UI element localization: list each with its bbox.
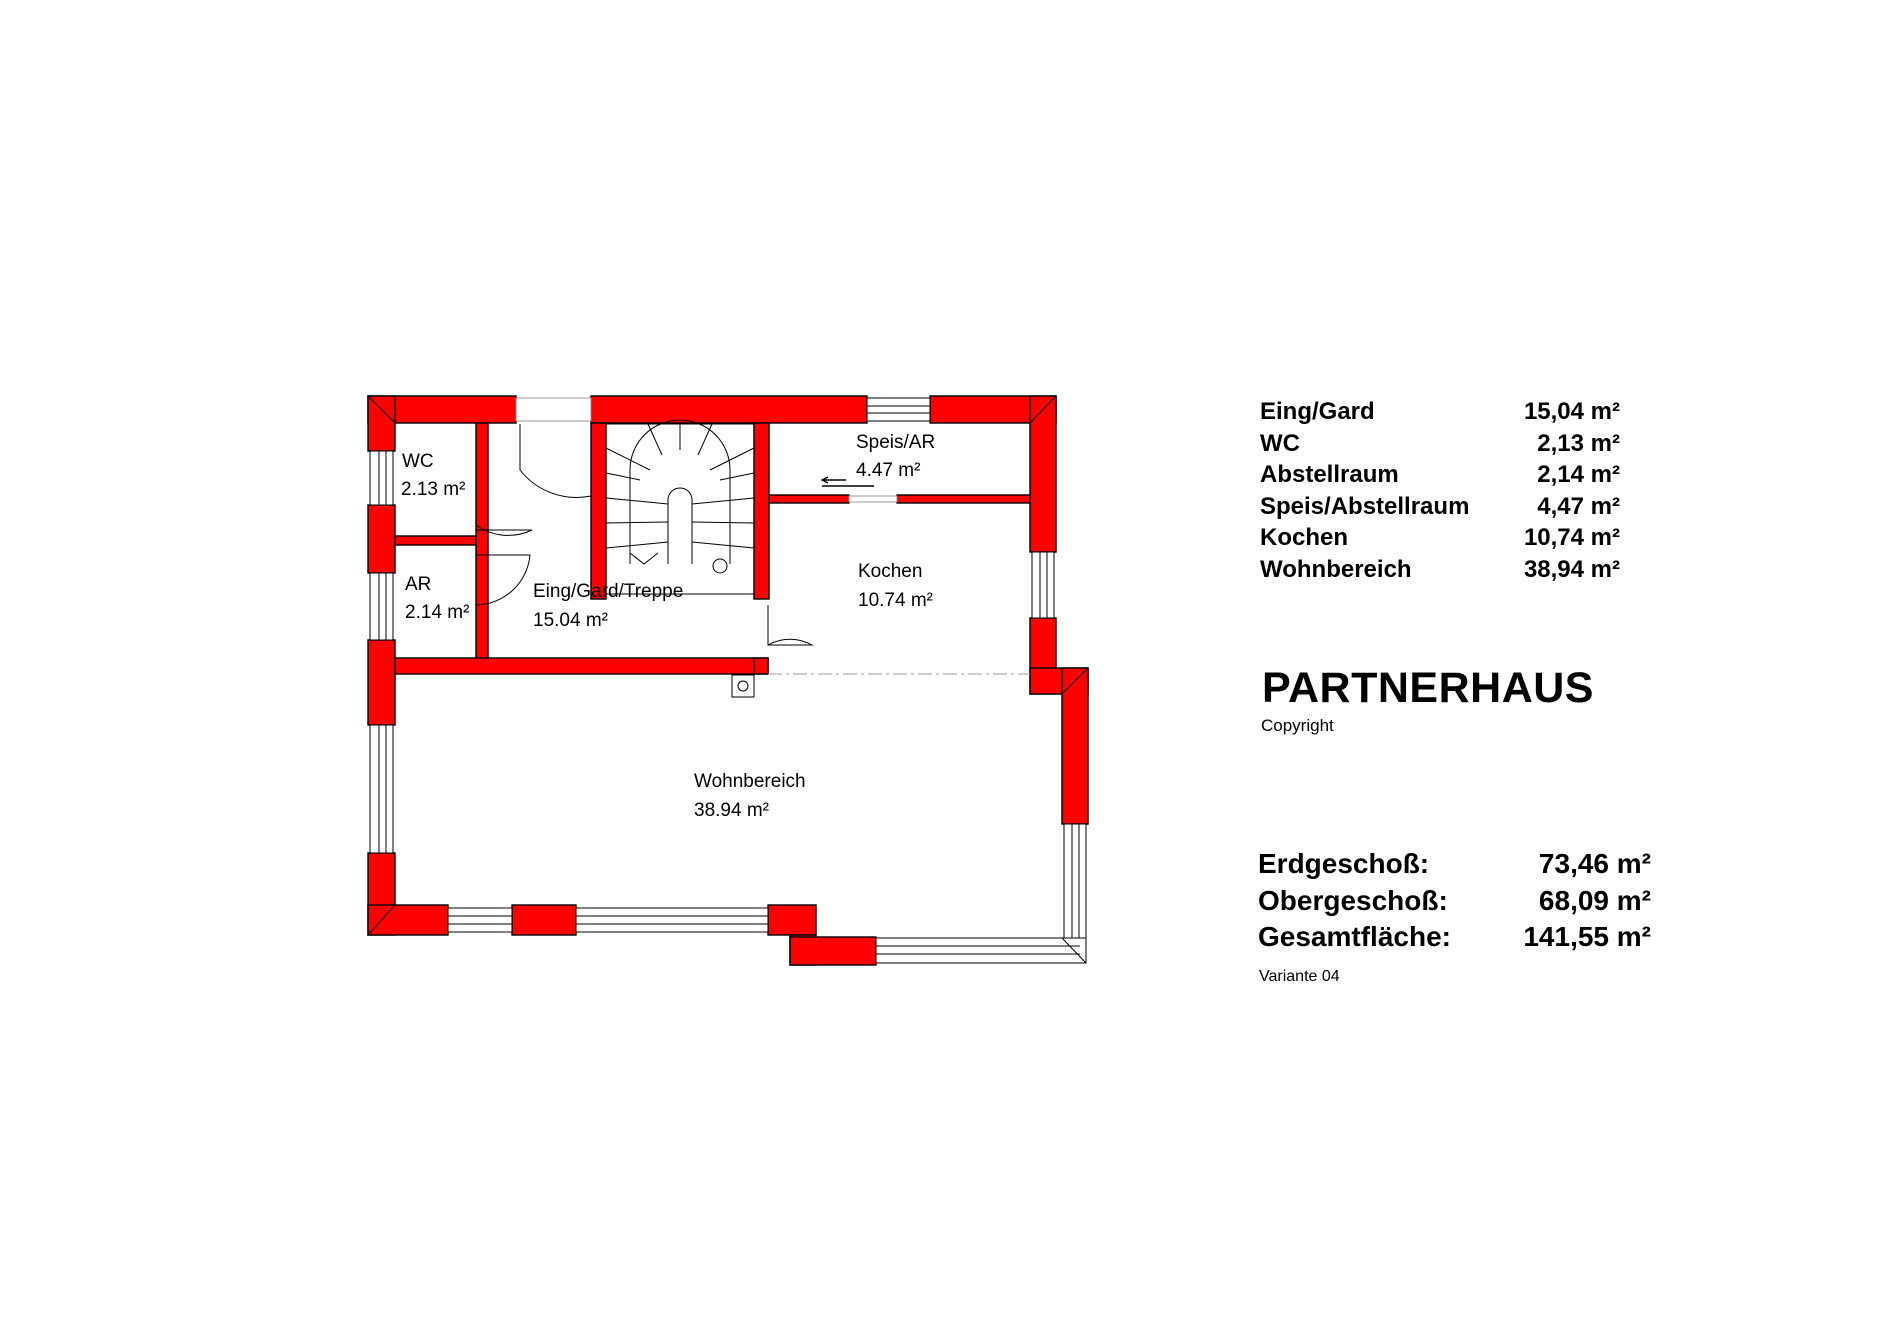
total-label: Gesamtfläche:	[1258, 921, 1451, 952]
area-list	[1260, 396, 1620, 586]
area-list-label: Kochen	[1260, 524, 1349, 552]
total-label: Obergeschoß:	[1258, 884, 1448, 916]
chimney	[732, 675, 754, 697]
area-list-label: Eing/Gard	[1260, 398, 1375, 425]
staircase	[606, 420, 754, 594]
room-name-kochen: Kochen	[858, 561, 923, 582]
area-list-value: 2,14 m²	[1537, 461, 1620, 489]
total-value: 73,46 m²	[1538, 848, 1651, 879]
room-name-eing: Eing/Gard/Treppe	[533, 581, 684, 602]
area-list-row	[1260, 522, 1620, 554]
area-list-label: WC	[1260, 429, 1300, 457]
room-area-ar: 2.14 m²	[405, 602, 470, 623]
room-area-wohn: 38.94 m²	[694, 800, 769, 821]
area-list-row	[1260, 554, 1620, 586]
area-list-label: Wohnbereich	[1260, 555, 1412, 583]
house-title: PARTNERHAUS	[1262, 664, 1594, 712]
total-value: 141,55 m²	[1523, 921, 1651, 952]
room-name-ar: AR	[405, 574, 432, 595]
area-totals	[1258, 846, 1651, 956]
total-row	[1258, 919, 1651, 956]
area-list-value: 4,47 m²	[1537, 492, 1620, 520]
room-area-kochen: 10.74 m²	[858, 590, 933, 611]
area-list-value: 10,74 m²	[1523, 524, 1620, 552]
area-list-value: 2,13 m²	[1537, 429, 1620, 457]
area-list-label: Speis/Abstellraum	[1260, 492, 1470, 520]
room-area-speis: 4.47 m²	[856, 460, 921, 481]
area-list-label: Abstellraum	[1260, 461, 1399, 489]
area-list-row	[1260, 491, 1620, 523]
total-row	[1258, 883, 1651, 920]
room-name-speis: Speis/AR	[856, 432, 936, 453]
area-list-value: 15,04 m²	[1523, 398, 1620, 425]
variant-label: Variante 04	[1259, 968, 1340, 985]
total-label: Erdgeschoß:	[1258, 848, 1430, 879]
room-area-eing: 15.04 m²	[533, 610, 608, 631]
area-list-row	[1260, 459, 1620, 491]
area-list-row	[1260, 428, 1620, 460]
room-area-wc: 2.13 m²	[401, 479, 466, 500]
total-row	[1258, 846, 1651, 883]
area-list-row	[1260, 396, 1620, 428]
total-value: 68,09 m²	[1538, 884, 1651, 916]
area-list-value: 38,94 m²	[1523, 555, 1620, 583]
room-name-wc: WC	[402, 451, 434, 472]
room-name-wohn: Wohnbereich	[694, 771, 806, 792]
copyright-text: Copyright	[1261, 716, 1334, 735]
